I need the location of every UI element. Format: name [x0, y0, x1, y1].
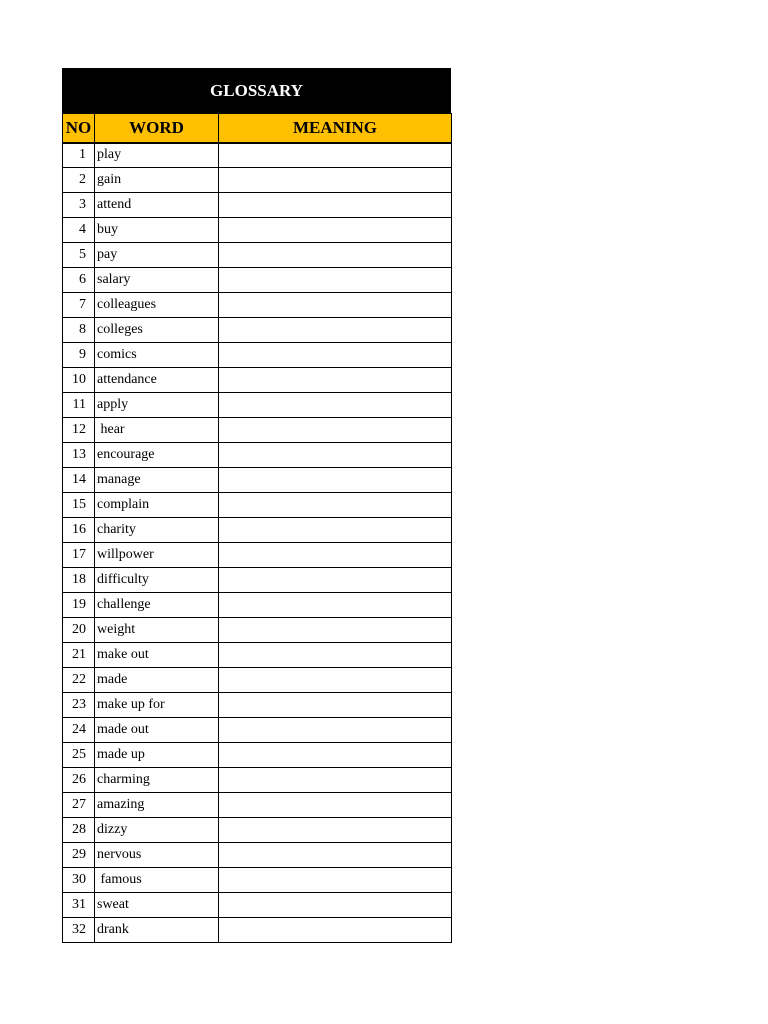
meaning-cell[interactable] — [219, 918, 452, 943]
row-number: 22 — [63, 668, 95, 693]
meaning-cell[interactable] — [219, 318, 452, 343]
table-row — [63, 318, 452, 343]
table-row — [63, 618, 452, 643]
row-number: 16 — [63, 518, 95, 543]
meaning-cell[interactable] — [219, 693, 452, 718]
table-row — [63, 743, 452, 768]
row-number: 5 — [63, 243, 95, 268]
meaning-cell[interactable] — [219, 443, 452, 468]
word-cell[interactable]: attendance — [95, 368, 219, 393]
table-row — [63, 818, 452, 843]
word-cell[interactable]: charming — [95, 768, 219, 793]
row-number: 19 — [63, 593, 95, 618]
meaning-cell[interactable] — [219, 393, 452, 418]
row-number: 18 — [63, 568, 95, 593]
word-cell[interactable]: manage — [95, 468, 219, 493]
meaning-cell[interactable] — [219, 268, 452, 293]
word-cell[interactable]: made up — [95, 743, 219, 768]
row-number: 14 — [63, 468, 95, 493]
glossary-rows — [63, 143, 452, 943]
row-number: 17 — [63, 543, 95, 568]
row-number: 10 — [63, 368, 95, 393]
word-cell[interactable]: make out — [95, 643, 219, 668]
table-row — [63, 443, 452, 468]
table-row — [63, 168, 452, 193]
meaning-cell[interactable] — [219, 143, 452, 168]
meaning-cell[interactable] — [219, 868, 452, 893]
word-cell[interactable]: pay — [95, 243, 219, 268]
table-row — [63, 493, 452, 518]
header-meaning: MEANING — [219, 114, 452, 143]
meaning-cell[interactable] — [219, 568, 452, 593]
word-cell[interactable]: colleagues — [95, 293, 219, 318]
word-cell[interactable]: gain — [95, 168, 219, 193]
row-number: 32 — [63, 918, 95, 943]
meaning-cell[interactable] — [219, 343, 452, 368]
table-row — [63, 693, 452, 718]
meaning-cell[interactable] — [219, 843, 452, 868]
word-cell[interactable]: buy — [95, 218, 219, 243]
word-cell[interactable]: comics — [95, 343, 219, 368]
row-number: 26 — [63, 768, 95, 793]
word-cell[interactable]: weight — [95, 618, 219, 643]
table-row — [63, 843, 452, 868]
word-cell[interactable]: salary — [95, 268, 219, 293]
table-row — [63, 668, 452, 693]
row-number: 23 — [63, 693, 95, 718]
meaning-cell[interactable] — [219, 243, 452, 268]
row-number: 8 — [63, 318, 95, 343]
header-no: NO — [63, 114, 95, 143]
glossary-table — [62, 113, 452, 943]
word-cell[interactable]: willpower — [95, 543, 219, 568]
word-cell[interactable]: encourage — [95, 443, 219, 468]
row-number: 31 — [63, 893, 95, 918]
table-row — [63, 468, 452, 493]
row-number: 13 — [63, 443, 95, 468]
table-row — [63, 518, 452, 543]
table-row — [63, 593, 452, 618]
row-number: 30 — [63, 868, 95, 893]
word-cell[interactable]: amazing — [95, 793, 219, 818]
word-cell[interactable]: nervous — [95, 843, 219, 868]
word-cell[interactable]: complain — [95, 493, 219, 518]
meaning-cell[interactable] — [219, 743, 452, 768]
table-row — [63, 868, 452, 893]
row-number: 25 — [63, 743, 95, 768]
row-number: 11 — [63, 393, 95, 418]
meaning-cell[interactable] — [219, 668, 452, 693]
word-cell[interactable]: challenge — [95, 593, 219, 618]
word-cell[interactable]: play — [95, 143, 219, 168]
header-row — [63, 114, 452, 143]
meaning-cell[interactable] — [219, 168, 452, 193]
row-number: 7 — [63, 293, 95, 318]
glossary-sheet — [62, 68, 451, 943]
table-row — [63, 293, 452, 318]
meaning-cell[interactable] — [219, 193, 452, 218]
table-row — [63, 368, 452, 393]
meaning-cell[interactable] — [219, 893, 452, 918]
word-cell[interactable]: make up for — [95, 693, 219, 718]
meaning-cell[interactable] — [219, 818, 452, 843]
table-row — [63, 393, 452, 418]
meaning-cell[interactable] — [219, 618, 452, 643]
word-cell[interactable]: made out — [95, 718, 219, 743]
word-cell[interactable]: drank — [95, 918, 219, 943]
table-row — [63, 343, 452, 368]
word-cell[interactable]: difficulty — [95, 568, 219, 593]
row-number: 6 — [63, 268, 95, 293]
table-row — [63, 243, 452, 268]
table-row — [63, 543, 452, 568]
word-cell[interactable]: made — [95, 668, 219, 693]
word-cell[interactable]: famous — [95, 868, 219, 893]
word-cell[interactable]: hear — [95, 418, 219, 443]
word-cell[interactable]: apply — [95, 393, 219, 418]
meaning-cell[interactable] — [219, 768, 452, 793]
row-number: 3 — [63, 193, 95, 218]
row-number: 24 — [63, 718, 95, 743]
table-row — [63, 268, 452, 293]
row-number: 4 — [63, 218, 95, 243]
meaning-cell[interactable] — [219, 518, 452, 543]
row-number: 20 — [63, 618, 95, 643]
meaning-cell[interactable] — [219, 593, 452, 618]
row-number: 21 — [63, 643, 95, 668]
row-number: 28 — [63, 818, 95, 843]
meaning-cell[interactable] — [219, 718, 452, 743]
row-number: 15 — [63, 493, 95, 518]
meaning-cell[interactable] — [219, 468, 452, 493]
glossary-title: GLOSSARY — [62, 68, 451, 113]
meaning-cell[interactable] — [219, 368, 452, 393]
meaning-cell[interactable] — [219, 543, 452, 568]
table-row — [63, 768, 452, 793]
table-row — [63, 893, 452, 918]
word-cell[interactable]: attend — [95, 193, 219, 218]
table-row — [63, 568, 452, 593]
word-cell[interactable]: dizzy — [95, 818, 219, 843]
meaning-cell[interactable] — [219, 418, 452, 443]
table-row — [63, 218, 452, 243]
meaning-cell[interactable] — [219, 643, 452, 668]
row-number: 12 — [63, 418, 95, 443]
word-cell[interactable]: colleges — [95, 318, 219, 343]
table-row — [63, 918, 452, 943]
meaning-cell[interactable] — [219, 293, 452, 318]
row-number: 2 — [63, 168, 95, 193]
table-row — [63, 718, 452, 743]
word-cell[interactable]: charity — [95, 518, 219, 543]
meaning-cell[interactable] — [219, 218, 452, 243]
table-row — [63, 193, 452, 218]
row-number: 29 — [63, 843, 95, 868]
table-row — [63, 643, 452, 668]
header-word: WORD — [95, 114, 219, 143]
table-row — [63, 143, 452, 168]
word-cell[interactable]: sweat — [95, 893, 219, 918]
table-row — [63, 793, 452, 818]
row-number: 1 — [63, 143, 95, 168]
meaning-cell[interactable] — [219, 793, 452, 818]
table-row — [63, 418, 452, 443]
meaning-cell[interactable] — [219, 493, 452, 518]
row-number: 9 — [63, 343, 95, 368]
row-number: 27 — [63, 793, 95, 818]
